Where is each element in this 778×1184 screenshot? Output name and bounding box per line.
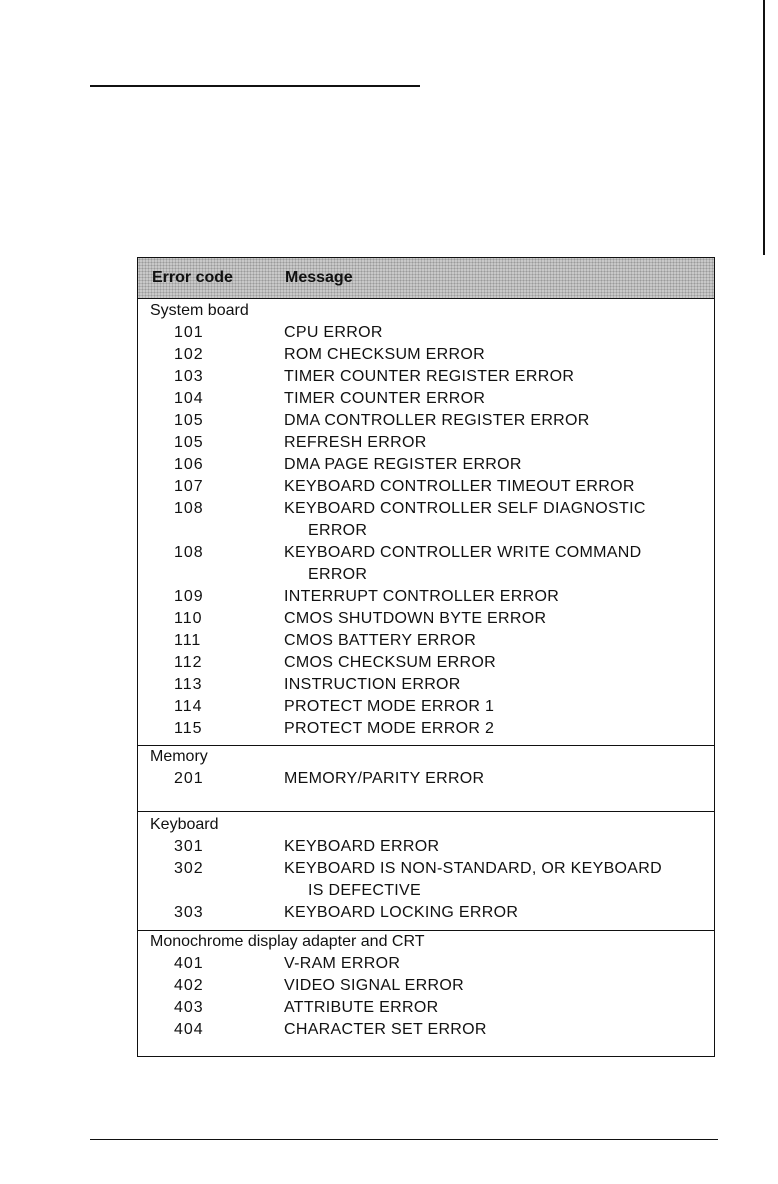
error-code: 114 (174, 698, 203, 715)
error-message: INTERRUPT CONTROLLER ERROR (284, 588, 560, 605)
error-message: CMOS CHECKSUM ERROR (284, 654, 496, 671)
section-divider (138, 745, 714, 746)
error-message: PROTECT MODE ERROR 1 (284, 698, 495, 715)
error-message: VIDEO SIGNAL ERROR (284, 977, 464, 994)
error-message: KEYBOARD LOCKING ERROR (284, 904, 519, 921)
error-code: 113 (174, 676, 203, 693)
error-code: 105 (174, 412, 204, 429)
error-message: MEMORY/PARITY ERROR (284, 770, 485, 787)
error-message: CPU ERROR (284, 324, 383, 341)
error-message: REFRESH ERROR (284, 434, 427, 451)
error-code: 404 (174, 1021, 204, 1038)
bottom-rule (90, 1139, 718, 1140)
error-message: CHARACTER SET ERROR (284, 1021, 487, 1038)
error-code: 403 (174, 999, 204, 1016)
table-header (138, 258, 714, 299)
section-divider (138, 930, 714, 931)
error-code: 402 (174, 977, 204, 994)
error-code-table (137, 257, 715, 1057)
error-message: ATTRIBUTE ERROR (284, 999, 439, 1016)
error-code: 401 (174, 955, 204, 972)
error-code: 101 (174, 324, 204, 341)
error-message: DMA PAGE REGISTER ERROR (284, 456, 522, 473)
section-title-monochrome-display: Monochrome display adapter and CRT (150, 933, 425, 950)
header-message: Message (285, 269, 353, 286)
error-message-continuation: ERROR (308, 522, 368, 539)
error-message: KEYBOARD IS NON-STANDARD, OR KEYBOARD (284, 860, 662, 877)
error-code: 201 (174, 770, 204, 787)
error-code: 108 (174, 500, 204, 517)
error-message: INSTRUCTION ERROR (284, 676, 461, 693)
section-title-system-board: System board (150, 302, 249, 319)
error-code: 111 (174, 632, 202, 649)
error-message-continuation: IS DEFECTIVE (308, 882, 421, 899)
error-code: 106 (174, 456, 204, 473)
header-error-code: Error code (152, 269, 233, 286)
error-message: TIMER COUNTER REGISTER ERROR (284, 368, 575, 385)
section-divider (138, 811, 714, 812)
error-code: 112 (174, 654, 203, 671)
error-code: 107 (174, 478, 204, 495)
error-code: 105 (174, 434, 204, 451)
error-message-continuation: ERROR (308, 566, 368, 583)
error-message: V-RAM ERROR (284, 955, 401, 972)
error-code: 303 (174, 904, 204, 921)
section-title-memory: Memory (150, 748, 208, 765)
error-code: 102 (174, 346, 204, 363)
error-code: 302 (174, 860, 204, 877)
error-code: 301 (174, 838, 204, 855)
error-message: DMA CONTROLLER REGISTER ERROR (284, 412, 590, 429)
error-message: KEYBOARD ERROR (284, 838, 440, 855)
error-message: KEYBOARD CONTROLLER TIMEOUT ERROR (284, 478, 635, 495)
page-edge-rule (763, 0, 765, 255)
error-code: 115 (174, 720, 203, 737)
error-code: 108 (174, 544, 204, 561)
error-message: CMOS SHUTDOWN BYTE ERROR (284, 610, 547, 627)
error-message: KEYBOARD CONTROLLER WRITE COMMAND (284, 544, 642, 561)
error-code: 104 (174, 390, 204, 407)
error-message: ROM CHECKSUM ERROR (284, 346, 485, 363)
error-code: 109 (174, 588, 204, 605)
error-message: PROTECT MODE ERROR 2 (284, 720, 495, 737)
error-code: 110 (174, 610, 203, 627)
error-message: KEYBOARD CONTROLLER SELF DIAGNOSTIC (284, 500, 646, 517)
section-title-keyboard: Keyboard (150, 816, 219, 833)
error-message: TIMER COUNTER ERROR (284, 390, 486, 407)
top-rule (90, 85, 420, 87)
error-message: CMOS BATTERY ERROR (284, 632, 477, 649)
error-code: 103 (174, 368, 204, 385)
